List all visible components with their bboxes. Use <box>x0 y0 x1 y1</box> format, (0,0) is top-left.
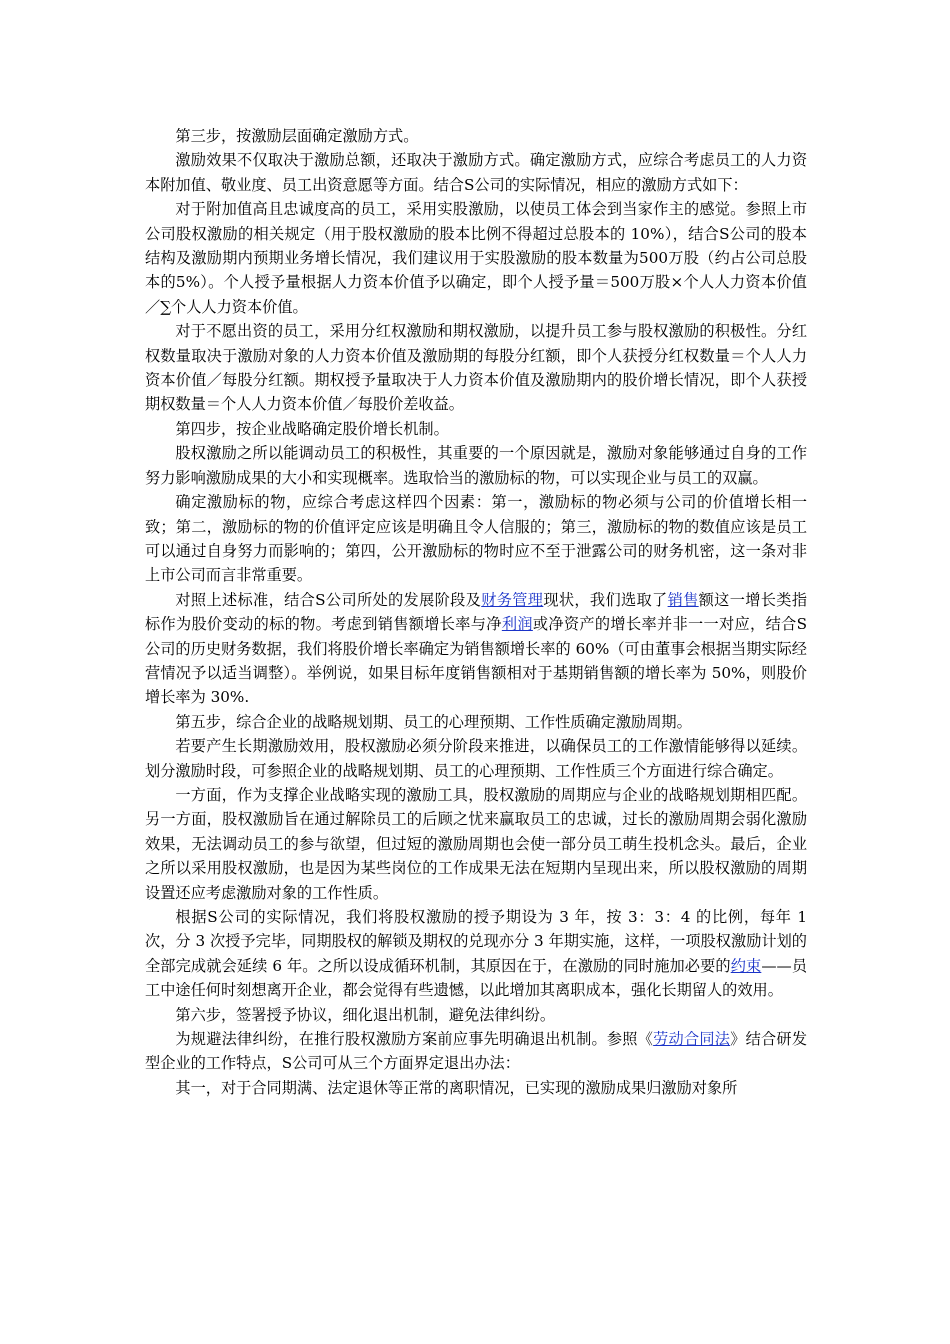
paragraph <box>145 905 807 1003</box>
paragraph <box>145 124 807 148</box>
paragraph-text: 对于不愿出资的员工，采用分红权激励和期权激励，以提升员工参与股权激励的积极性。分红权数量取决于激励对象的人力资本价值及激励期的每股分红额，即个人获授分红权数量＝个人人力资本价值／每股分红额。期权授予量取决于人力资本价值及激励期内的股价增长情况，即个人获授期权数量＝个人人力资本价值／每股价差收益。 <box>145 322 807 414</box>
paragraph <box>145 1027 807 1076</box>
hyperlink[interactable]: 约束 <box>730 956 762 975</box>
paragraph-text: 额这一增长类指标作为股价变动的标的物。考虑到销售额增长率与净 <box>145 590 808 634</box>
paragraph-text: 为规避法律纠纷，在推行股权激励方案前应事先明确退出机制。参照《 <box>175 1030 654 1049</box>
paragraph-text: 对照上述标准，结合S公司所处的发展阶段及 <box>175 590 482 609</box>
paragraph-text: 》结合研发型企业的工作特点，S公司可从三个方面界定退出办法： <box>145 1030 808 1073</box>
paragraph <box>145 319 807 417</box>
paragraph-text: 股权激励之所以能调动员工的积极性，其重要的一个原因就是，激励对象能够通过自身的工作努力影响激励成果的大小和实现概率。选取恰当的激励标的物，可以实现企业与员工的双赢。 <box>145 444 807 487</box>
paragraph <box>145 734 807 783</box>
paragraph-text: 现状，我们选取了 <box>543 590 668 609</box>
paragraph-text: 根据S公司的实际情况，我们将股权激励的授予期设为 3 年，按 3：3：4 的比例，每年 1 次，分 3 次授予完毕，同期股权的解锁及期权的兑现亦分 3 年期实施，这样，一项股权激励计划的全部完成就会延续 6 年。之所以设成循环机制，其原因在于，在激励的同时施加必要的 <box>145 908 807 975</box>
paragraph-text: ——员工中途任何时刻想离开企业，都会觉得有些遗憾，以此增加其离职成本，强化长期留人的效用。 <box>145 956 808 1000</box>
paragraph <box>145 1003 807 1027</box>
paragraph <box>145 710 807 734</box>
paragraph-text: 或净资产的增长率并非一一对应，结合S公司的历史财务数据，我们将股价增长率确定为销售额增长率的 60%（可由董事会根据当期实际经营情况予以适当调整）。举例说，如果目标年度销售额相对于基期销售额的增长率为 50%，则股价增长率为 30%. <box>145 615 808 707</box>
paragraph-text: 一方面，作为支撑企业战略实现的激励工具，股权激励的周期应与企业的战略规划期相匹配。另一方面，股权激励旨在通过解除员工的后顾之忧来赢取员工的忠诚，过长的激励周期会弱化激励效果，无法调动员工的参与欲望，但过短的激励周期也会使一部分员工萌生投机念头。最后，企业之所以采用股权激励，也是因为某些岗位的工作成果无法在短期内呈现出来，所以股权激励的周期设置还应考虑激励对象的工作性质。 <box>145 785 807 902</box>
paragraph <box>145 1076 807 1100</box>
paragraph <box>145 441 807 490</box>
paragraph <box>145 417 807 441</box>
paragraph <box>145 783 807 905</box>
paragraph <box>145 490 807 588</box>
paragraph-text: 激励效果不仅取决于激励总额，还取决于激励方式。确定激励方式，应综合考虑员工的人力资本附加值、敬业度、员工出资意愿等方面。结合S公司的实际情况，相应的激励方式如下： <box>145 151 807 194</box>
paragraph-text: 第三步，按激励层面确定激励方式。 <box>175 127 419 145</box>
paragraph-text: 对于附加值高且忠诚度高的员工，采用实股激励，以使员工体会到当家作主的感觉。参照上市公司股权激励的相关规定（用于股权激励的股本比例不得超过总股本的 10%），结合S公司的股本结构及激励期内预期业务增长情况，我们建议用于实股激励的股本数量为500万股（约占公司总股本的5%）。个人授予量根据人力资本价值予以确定，即个人授予量＝500万股×个人人力资本价值／∑个人人力资本价值。 <box>145 200 807 316</box>
hyperlink[interactable]: 劳动合同法 <box>653 1030 731 1049</box>
paragraph-text: 第五步，综合企业的战略规划期、员工的心理预期、工作性质确定激励周期。 <box>175 712 692 731</box>
paragraph-text: 第六步，签署授予协议，细化退出机制，避免法律纠纷。 <box>175 1005 556 1024</box>
document-body <box>145 124 807 1100</box>
paragraph <box>145 197 807 319</box>
paragraph-text: 若要产生长期激励效用，股权激励必须分阶段来推进，以确保员工的工作激情能够得以延续。划分激励时段，可参照企业的战略规划期、员工的心理预期、工作性质三个方面进行综合确定。 <box>145 737 807 780</box>
paragraph-text: 第四步，按企业战略确定股价增长机制。 <box>175 419 449 438</box>
paragraph <box>145 148 807 197</box>
hyperlink[interactable]: 利润 <box>501 615 533 634</box>
hyperlink[interactable]: 销售 <box>667 590 699 609</box>
paragraph-text: 确定激励标的物，应综合考虑这样四个因素：第一，激励标的物必须与公司的价值增长相一致；第二，激励标的物的价值评定应该是明确且令人信服的；第三，激励标的物的数值应该是员工可以通过自身努力而影响的；第四，公开激励标的物时应不至于泄露公司的财务机密，这一条对非上市公司而言非常重要。 <box>145 493 807 585</box>
hyperlink[interactable]: 财务管理 <box>481 590 544 609</box>
paragraph-text: 其一，对于合同期满、法定退休等正常的离职情况，已实现的激励成果归激励对象所 <box>175 1078 738 1097</box>
paragraph <box>145 588 807 710</box>
